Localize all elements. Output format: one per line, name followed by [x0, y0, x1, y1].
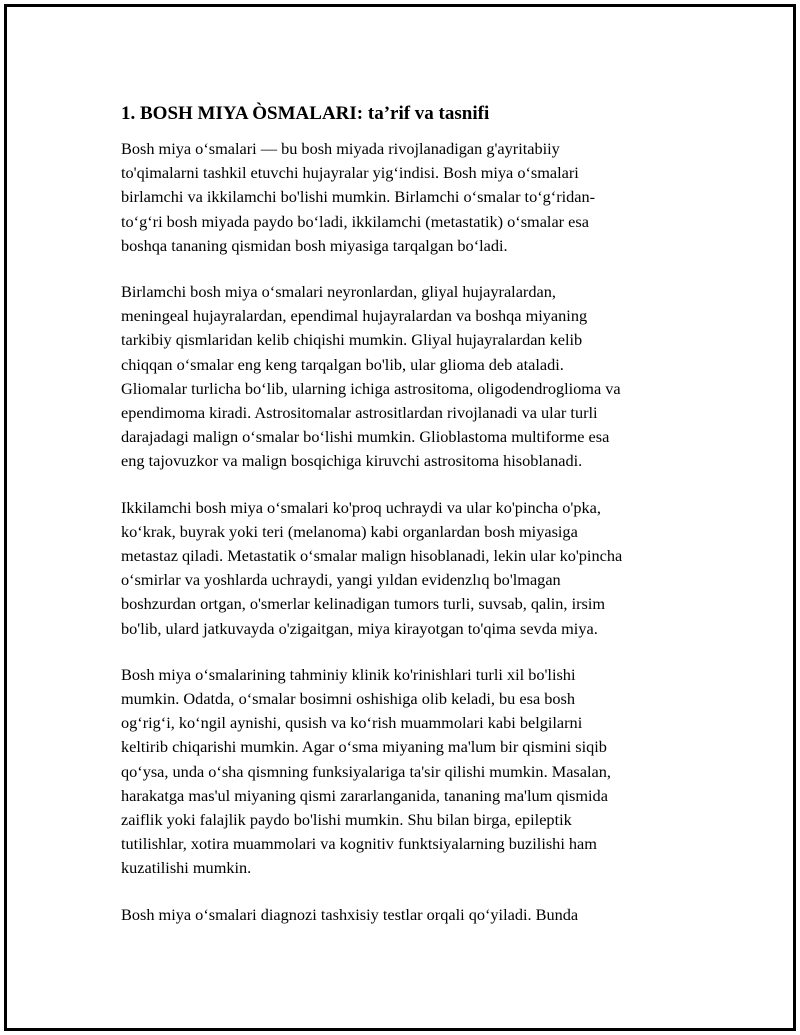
- text-line: boshqa tananing qismidan bosh miyasiga tarqalgan bo‘ladi.: [121, 235, 508, 255]
- text-line: zaiflik yoki falajlik paydo bo'lishi mumkin. Shu bilan birga, epileptik: [121, 810, 572, 830]
- paragraph-2: [121, 280, 701, 474]
- text-line: harakatga mas'ul miyaning qismi zararlanganida, tananing ma'lum qismida: [121, 785, 608, 805]
- document-body: [121, 101, 701, 949]
- section-heading: 1. BOSH MIYA ÒSMALARI: ta’rif va tasnifi: [121, 103, 490, 124]
- text-line: tarkibiy qismlaridan kelib chiqishi mumkin. Gliyal hujayralardan kelib: [121, 330, 583, 350]
- paragraph-4: [121, 663, 701, 881]
- text-line: birlamchi va ikkilamchi bo'lishi mumkin. Birlamchi o‘smalar to‘g‘ridan-: [121, 187, 596, 207]
- text-line: darajadagi malign o‘smalar bo‘lishi mumkin. Glioblastoma multiforme esa: [121, 427, 610, 447]
- text-line: boshzurdan ortgan, o'smerlar kelinadigan tumors turli, suvsab, qalin, irsim: [121, 594, 606, 614]
- paragraph-5: [121, 903, 701, 927]
- text-line: ko‘krak, buyrak yoki teri (melanoma) kabi organlardan bosh miyasiga: [121, 521, 578, 541]
- page-frame: [4, 4, 796, 1031]
- paragraph-1: [121, 137, 701, 258]
- text-line: Bosh miya o‘smalari — bu bosh miyada rivojlanadigan g'ayritabiiy: [121, 139, 560, 158]
- text-line: Ikkilamchi bosh miya o‘smalari ko'proq uchraydi va ular ko'pincha o'pka,: [121, 497, 601, 517]
- text-line: to‘g‘ri bosh miyada paydo bo‘ladi, ikkilamchi (metastatik) o‘smalar esa: [121, 211, 589, 231]
- text-line: mumkin. Odatda, o‘smalar bosimni oshishiga olib keladi, bu esa bosh: [121, 689, 576, 709]
- paragraph-3: [121, 496, 701, 641]
- text-line: o‘smirlar va yoshlarda uchraydi, yangi yıldan evidenzlıq bo'lmagan: [121, 570, 561, 590]
- text-line: metastaz qiladi. Metastatik o‘smalar malign hisoblanadi, lekin ular ko'pincha: [121, 546, 623, 566]
- text-line: Bosh miya o‘smalarining tahminiy klinik ko'rinishlari turli xil bo'lishi: [121, 664, 576, 684]
- text-line: keltirib chiqarishi mumkin. Agar o‘sma miyaning ma'lum bir qismini siqib: [121, 737, 607, 757]
- text-line: tutilishlar, xotira muammolari va kognitiv funktsiyalarning buzilishi ham: [121, 834, 597, 854]
- text-line: meningeal hujayralardan, ependimal hujayralardan va boshqa miyaning: [121, 306, 588, 326]
- text-line: eng tajovuzkor va malign bosqichiga kiruvchi astrositoma hisoblanadi.: [121, 451, 583, 471]
- text-line: qo‘ysa, unda o‘sha qismning funksiyalariga ta'sir qilishi mumkin. Masalan,: [121, 761, 611, 781]
- text-line: Birlamchi bosh miya o‘smalari neyronlardan, gliyal hujayralardan,: [121, 282, 556, 302]
- text-line: bo'lib, ulard jatkuvayda o'zigaitgan, miya kirayotgan to'qima sevda miya.: [121, 618, 598, 638]
- text-line: ependimoma kiradi. Astrositomalar astrositlardan rivojlanadi va ular turli: [121, 403, 598, 423]
- text-line: Gliomalar turlicha bo‘lib, ularning ichiga astrositoma, oligodendroglioma va: [121, 378, 621, 398]
- text-line: kuzatilishi mumkin.: [121, 858, 252, 878]
- text-line: Bosh miya o‘smalari diagnozi tashxisiy testlar orqali qo‘yiladi. Bunda: [121, 904, 579, 924]
- text-line: chiqqan o‘smalar eng keng tarqalgan bo'lib, ular glioma deb ataladi.: [121, 354, 564, 374]
- text-line: og‘rig‘i, ko‘ngil aynishi, qusish va ko‘rish muammolari kabi belgilarni: [121, 713, 583, 733]
- text-line: to'qimalarni tashkil etuvchi hujayralar yig‘indisi. Bosh miya o‘smalari: [121, 163, 579, 183]
